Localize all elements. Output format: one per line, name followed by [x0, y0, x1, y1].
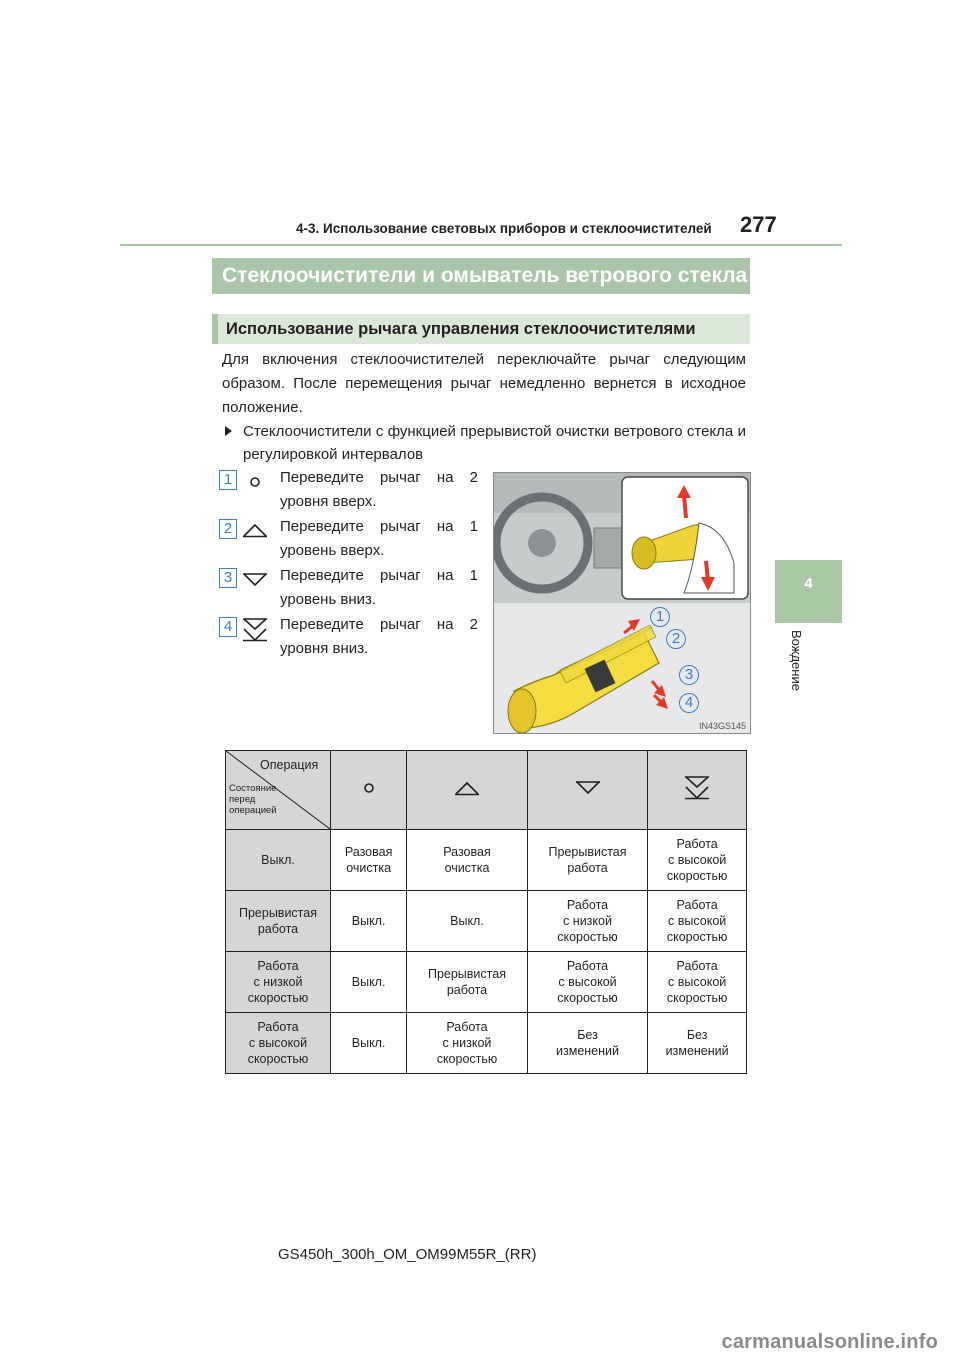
- subtitle-text: Использование рычага управления стеклоочистителями: [226, 320, 696, 338]
- table-cell: [407, 830, 528, 891]
- step-number-3: 3: [219, 568, 237, 588]
- table-row: [226, 1013, 747, 1074]
- double-chevron-down-symbol-icon: [684, 775, 710, 801]
- table-cell-line: Работа: [676, 837, 718, 851]
- corner-state-line2: перед: [229, 794, 256, 805]
- row-state-cell: [226, 830, 331, 891]
- cockpit-illustration: [494, 473, 750, 604]
- table-cell-line: с высокой: [668, 975, 727, 989]
- table-cell-line: Прерывистая: [427, 967, 506, 981]
- row-state-line: с высокой: [248, 1036, 308, 1050]
- table-cell: [527, 891, 648, 952]
- table-cell-line: Прерывистая: [548, 845, 627, 859]
- chevron-down-symbol-icon: [242, 572, 268, 588]
- table-cell: [648, 1013, 747, 1074]
- table-header-row: [226, 751, 747, 830]
- step-4-line1: Переведите рычаг на 2: [280, 616, 478, 633]
- row-state-line: с низкой: [253, 975, 303, 989]
- table-row: [226, 952, 747, 1013]
- header-rule: [120, 244, 842, 246]
- op-col-2: [407, 751, 528, 830]
- bullet-item: [225, 420, 746, 466]
- table-cell-line: Разовая: [443, 845, 491, 859]
- table-cell-line: изменений: [556, 1044, 619, 1058]
- table-cell: [407, 1013, 528, 1074]
- bullet-text: Стеклоочистители с функцией прерывистой очистки ветрового стекла и регулировкой интервалов: [243, 423, 746, 463]
- step-3-line1: Переведите рычаг на 1: [280, 567, 478, 584]
- step-number-2: 2: [219, 519, 237, 539]
- callout-4: 4: [679, 693, 699, 713]
- table-cell-line: Без: [686, 1028, 708, 1042]
- table-cell: [648, 891, 747, 952]
- table-cell-line: скоростью: [666, 930, 728, 944]
- figure-code: IN43GS145: [698, 721, 746, 731]
- step-2-line2: уровень вверх.: [280, 542, 385, 559]
- row-state-line: Выкл.: [261, 853, 295, 867]
- table-cell-line: работа: [567, 861, 608, 875]
- table-corner-cell: [226, 751, 331, 830]
- table-cell: [331, 891, 407, 952]
- chevron-up-symbol-icon: [242, 522, 268, 538]
- op-col-4: [648, 751, 747, 830]
- table-cell-line: скоростью: [666, 869, 728, 883]
- row-state-line: работа: [257, 922, 299, 936]
- table-cell-line: очистка: [444, 861, 490, 875]
- op-col-1: [331, 751, 407, 830]
- chapter-tab-label: Вождение: [789, 630, 804, 691]
- chapter-tab[interactable]: 4: [775, 560, 842, 623]
- lever-illustration: [494, 603, 750, 733]
- callout-1: 1: [650, 607, 670, 627]
- table-cell-line: с высокой: [668, 914, 727, 928]
- cockpit-photo: [493, 472, 751, 605]
- step-3-text: [280, 564, 478, 612]
- table-cell-line: с высокой: [558, 975, 617, 989]
- row-state-line: Работа: [257, 959, 299, 973]
- row-state-line: Прерывистая: [238, 906, 317, 920]
- table-cell-line: Выкл.: [351, 1036, 386, 1050]
- table-cell: [331, 1013, 407, 1074]
- chevron-up-symbol-icon: [454, 780, 480, 796]
- table-cell-line: с низкой: [442, 1036, 492, 1050]
- table-cell-line: Работа: [446, 1020, 488, 1034]
- table-cell-line: с высокой: [668, 853, 727, 867]
- table-row: [226, 830, 747, 891]
- row-state-cell: [226, 1013, 331, 1074]
- double-chevron-down-symbol-icon: [242, 617, 268, 643]
- chevron-down-symbol-icon: [575, 780, 601, 796]
- table-cell-line: Выкл.: [351, 914, 386, 928]
- row-state-line: скоростью: [247, 1052, 309, 1066]
- intro-paragraph: Для включения стеклоочистителей переключайте рычаг следующим образом. После перемещения рычаг немедленно вернется в исходное положение.: [222, 351, 746, 416]
- callout-2: 2: [666, 629, 686, 649]
- table-cell-line: Работа: [566, 898, 609, 912]
- step-1-text: [280, 466, 478, 514]
- step-1-line1: Переведите рычаг на 2: [280, 469, 478, 486]
- step-3-line2: уровень вниз.: [280, 591, 377, 608]
- row-state-cell: [226, 952, 331, 1013]
- table-cell: [527, 1013, 648, 1074]
- step-number-1: 1: [219, 470, 237, 490]
- lever-diagram: [493, 603, 751, 734]
- table-cell-line: Разовая: [344, 845, 393, 859]
- table-cell-line: очистка: [346, 861, 392, 875]
- table-cell-line: Без: [577, 1028, 598, 1042]
- table-cell-line: скоростью: [666, 991, 728, 1005]
- document-code: GS450h_300h_OM_OM99M55R_(RR): [278, 1246, 537, 1263]
- table-cell-line: изменений: [665, 1044, 729, 1058]
- table-cell: [407, 891, 528, 952]
- table-cell: [407, 952, 528, 1013]
- subtitle-accent: [212, 314, 218, 344]
- step-1-line2: уровня вверх.: [280, 493, 377, 510]
- wiper-operations-table: [225, 750, 747, 1074]
- row-state-line: Работа: [257, 1020, 299, 1034]
- table-cell-line: скоростью: [557, 930, 618, 944]
- ring-symbol-icon: [357, 780, 381, 796]
- row-state-line: скоростью: [247, 991, 309, 1005]
- step-2-line1: Переведите рычаг на 1: [280, 518, 478, 535]
- page-number: 277: [740, 212, 777, 237]
- step-4-text: [280, 613, 478, 661]
- table-cell-line: Работа: [676, 959, 718, 973]
- step-number-4: 4: [219, 617, 237, 637]
- watermark: carmanualsonline.info: [721, 1331, 938, 1353]
- corner-state-line3: операцией: [229, 805, 277, 816]
- op-col-3: [527, 751, 648, 830]
- table-cell-line: работа: [446, 983, 488, 997]
- table-cell: [331, 830, 407, 891]
- table-cell: [331, 952, 407, 1013]
- table-cell-line: скоростью: [557, 991, 618, 1005]
- step-2-text: [280, 515, 478, 563]
- table-cell-line: с низкой: [563, 914, 612, 928]
- page-title: Стеклоочистители и омыватель ветрового стекла: [212, 258, 750, 294]
- table-cell-line: Выкл.: [450, 914, 484, 928]
- step-4-line2: уровня вниз.: [280, 640, 369, 657]
- section-subtitle: [212, 314, 750, 344]
- table-cell: [527, 952, 648, 1013]
- table-cell-line: Выкл.: [351, 975, 386, 989]
- table-cell-line: Работа: [676, 898, 718, 912]
- corner-operation-label: Операция: [260, 758, 319, 772]
- table-row: [226, 891, 747, 952]
- table-cell-line: скоростью: [436, 1052, 498, 1066]
- callout-3: 3: [679, 665, 699, 685]
- ring-symbol-icon: [245, 474, 269, 490]
- row-state-cell: [226, 891, 331, 952]
- table-cell: [648, 830, 747, 891]
- corner-state-line1: Состояние: [229, 783, 277, 794]
- corner-state-label: [229, 783, 277, 816]
- section-header: 4-3. Использование световых приборов и стеклоочистителей: [296, 221, 712, 236]
- table-cell: [527, 830, 648, 891]
- bullet-triangle-icon: [225, 426, 232, 436]
- table-cell-line: Работа: [566, 959, 609, 973]
- table-cell: [648, 952, 747, 1013]
